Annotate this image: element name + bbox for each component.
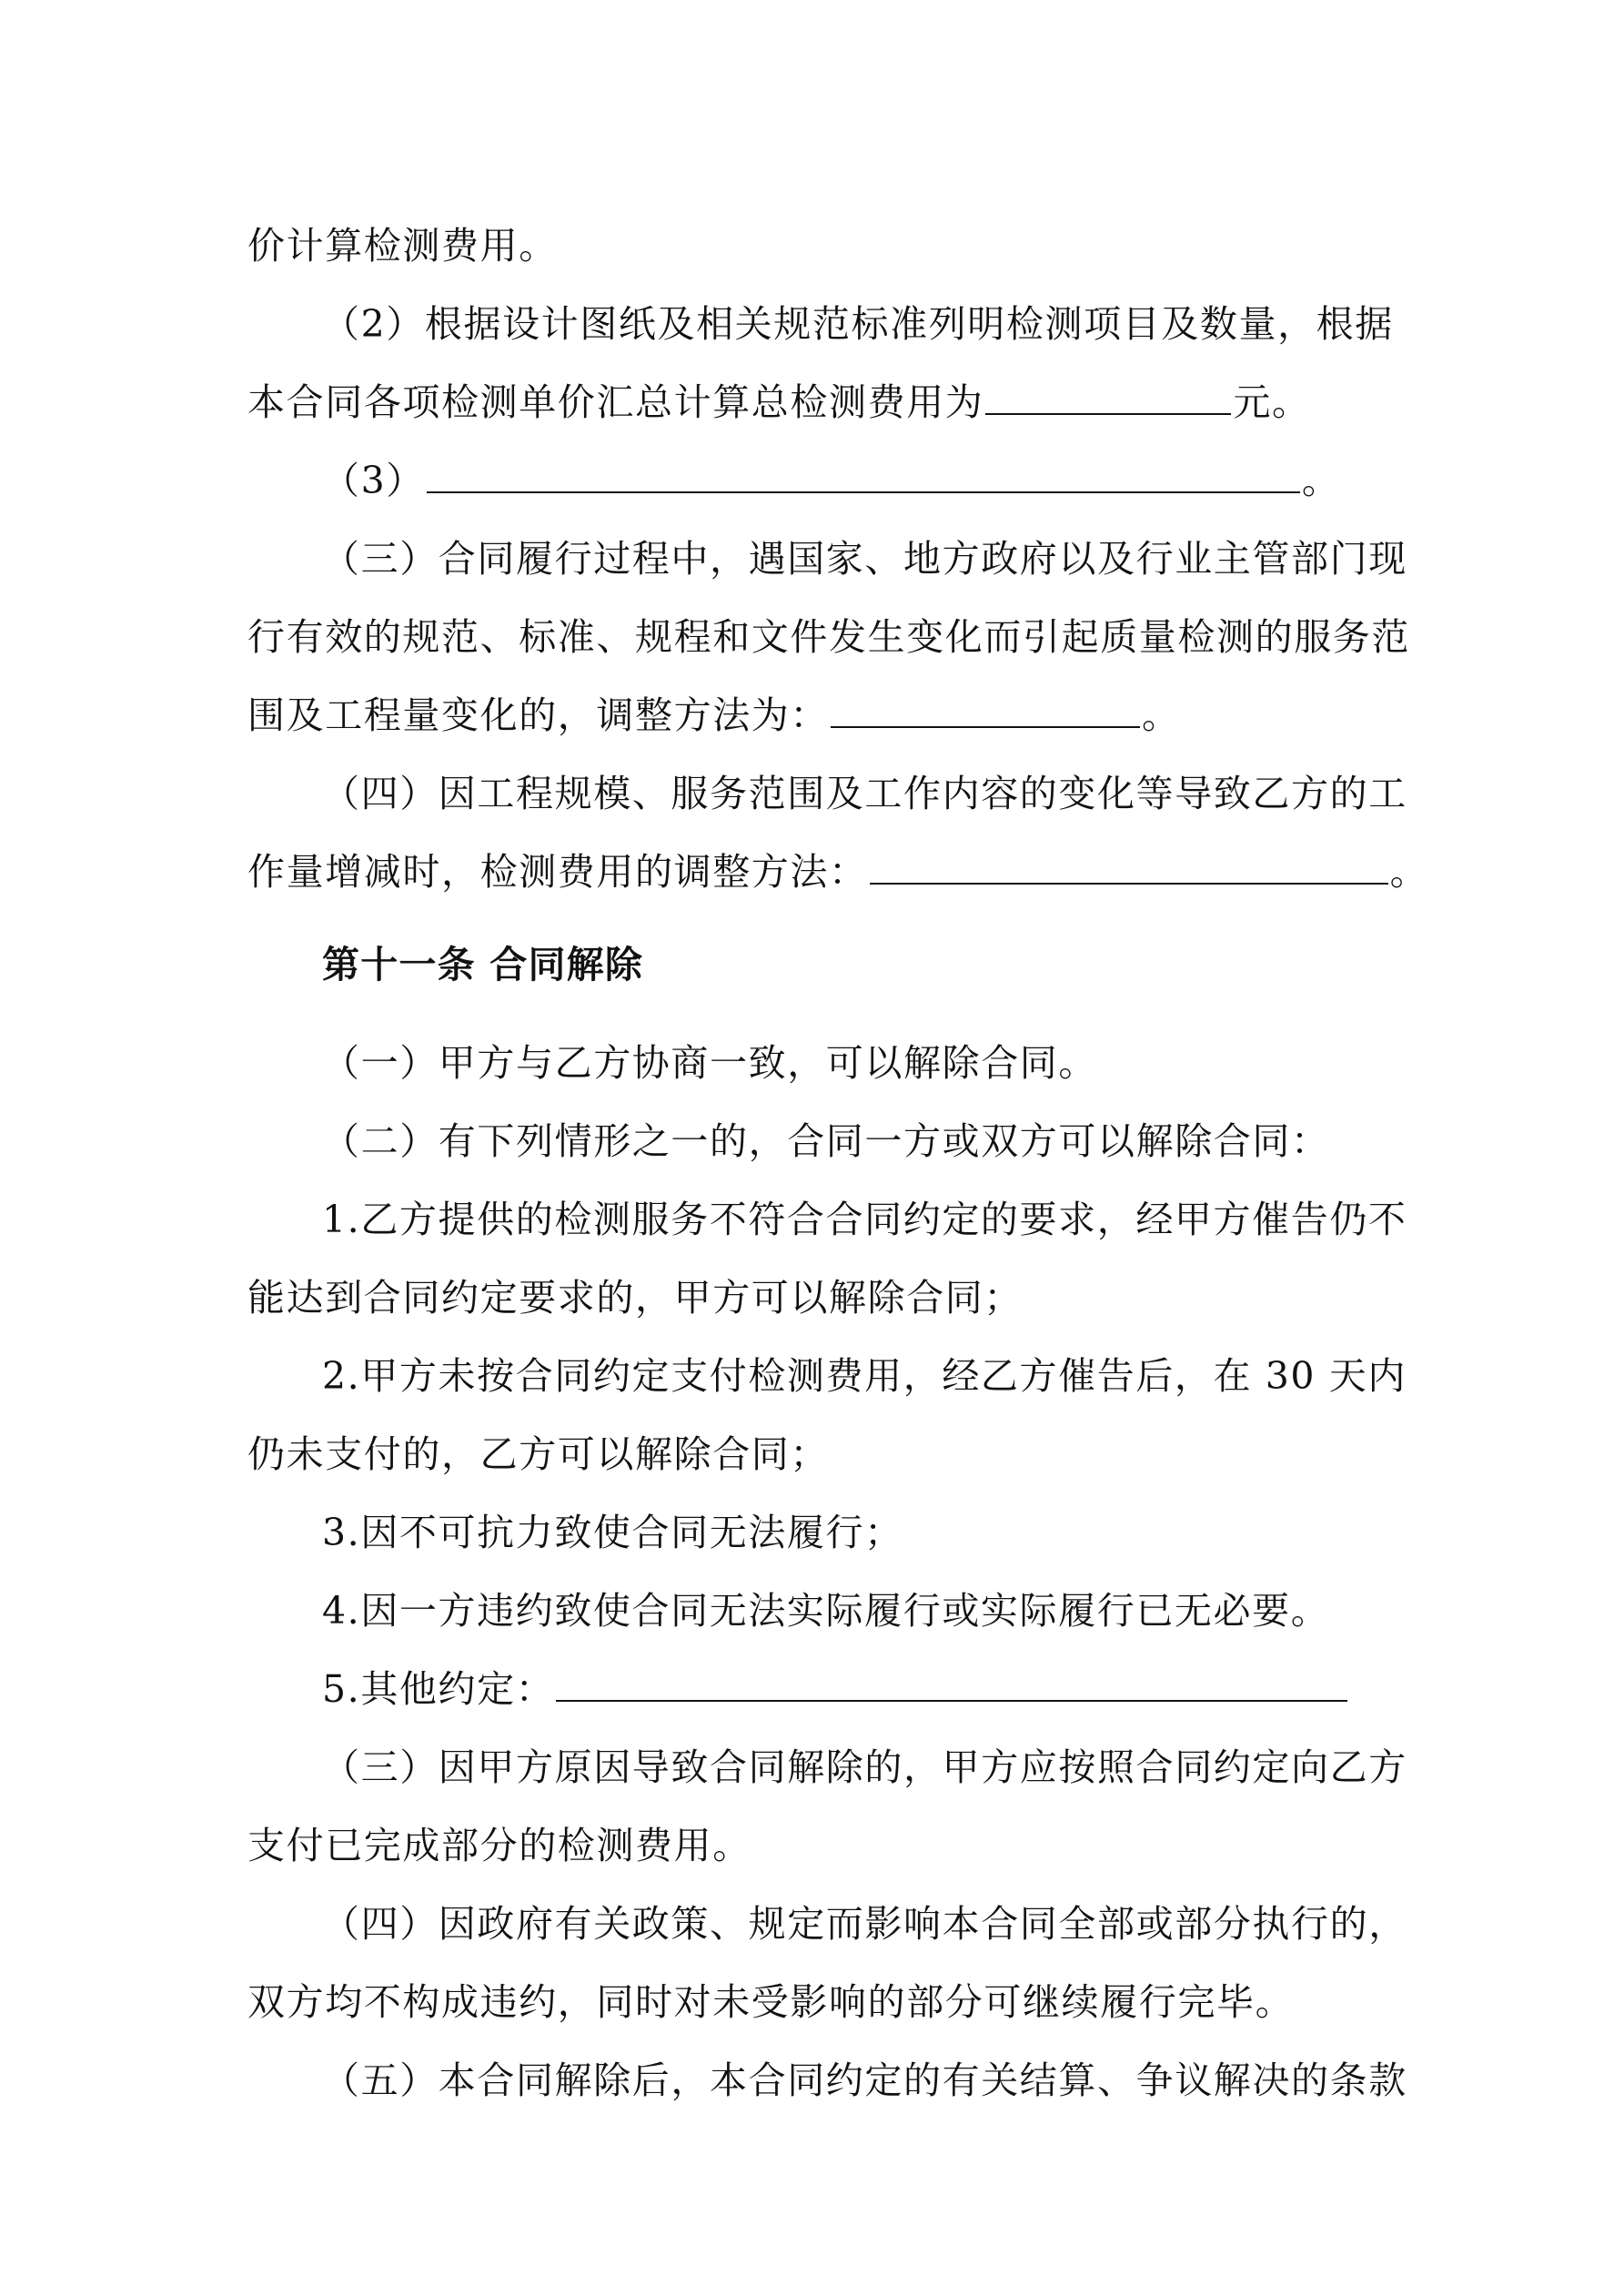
- text-line: [247, 1975, 1294, 2029]
- text-line: [247, 610, 1410, 664]
- text-line-content: （四）因政府有关政策、规定而影响本合同全部或部分执行的，: [322, 1902, 1407, 1946]
- text-line-content: 。: [1142, 693, 1181, 737]
- text-line: [247, 1270, 1023, 1325]
- text-line: [322, 1505, 903, 1560]
- text-line-content: （三）合同履行过程中，遇国家、地方政府以及行业主管部门现: [322, 537, 1407, 581]
- text-line-content: 行有效的规范、标准、规程和文件发生变化而引起质量检测的服务范: [247, 615, 1410, 659]
- text-line-content: 能达到合同约定要求的，甲方可以解除合同；: [247, 1276, 1023, 1320]
- text-line-content: （三）因甲方原因导致合同解除的，甲方应按照合同约定向乙方: [322, 1745, 1407, 1789]
- text-line: [322, 453, 1341, 508]
- text-line: [322, 1192, 1407, 1247]
- text-line: [247, 1818, 751, 1873]
- text-line: [322, 1036, 1097, 1090]
- text-line: [247, 218, 558, 273]
- text-line: [322, 1740, 1407, 1795]
- text-line-content: 4.因一方违约致使合同无法实际履行或实际履行已无必要。: [322, 1589, 1330, 1633]
- text-line: [247, 688, 1181, 743]
- text-line-content: 3.因不可抗力致使合同无法履行；: [322, 1511, 903, 1554]
- text-line-content: （二）有下列情形之一的，合同一方或双方可以解除合同：: [322, 1119, 1330, 1163]
- fill-in-blank: [985, 382, 1231, 415]
- text-line-content: 价计算检测费用。: [247, 224, 558, 268]
- text-line-content: （五）本合同解除后，本合同约定的有关结算、争议解决的条款: [322, 2058, 1407, 2102]
- text-line: [322, 766, 1407, 821]
- section-heading-text: 第十一条 合同解除: [322, 943, 644, 986]
- text-line-content: 元。: [1233, 380, 1311, 424]
- text-line: [322, 531, 1407, 586]
- text-line: [322, 1583, 1329, 1638]
- text-line-content: 2.甲方未按合同约定支付检测费用，经乙方催告后，在 30 天内: [322, 1354, 1407, 1398]
- text-line: [322, 1662, 1349, 1716]
- section-heading: [322, 937, 643, 992]
- text-line-content: 1.乙方提供的检测服务不符合合同约定的要求，经甲方催告仍不: [322, 1198, 1407, 1241]
- text-line: [322, 1114, 1330, 1168]
- text-line: [322, 2053, 1407, 2108]
- text-line-content: 支付已完成部分的检测费用。: [247, 1824, 751, 1867]
- text-line-content: 双方均不构成违约，同时对未受影响的部分可继续履行完毕。: [247, 1980, 1295, 2024]
- text-line-content: 仍未支付的，乙方可以解除合同；: [247, 1432, 829, 1476]
- text-line-content: （一）甲方与乙方协商一致，可以解除合同。: [322, 1041, 1097, 1085]
- fill-in-blank: [831, 695, 1140, 728]
- text-line: [247, 375, 1311, 430]
- fill-in-blank: [870, 852, 1388, 885]
- text-line: [322, 1349, 1407, 1403]
- text-line: [247, 1427, 829, 1482]
- text-line-content: （四）因工程规模、服务范围及工作内容的变化等导致乙方的工: [322, 772, 1407, 815]
- text-line-content: 作量增减时，检测费用的调整方法：: [247, 850, 868, 894]
- text-line: [322, 1896, 1407, 1951]
- text-line-content: （2）根据设计图纸及相关规范标准列明检测项目及数量，根据: [322, 302, 1394, 346]
- text-line-content: 。: [1301, 459, 1341, 502]
- text-line-content: 。: [1389, 850, 1429, 894]
- text-line-content: （3）: [322, 459, 425, 502]
- text-line-content: 5.其他约定：: [322, 1667, 555, 1711]
- text-line: [322, 297, 1394, 351]
- text-line-content: 本合同各项检测单价汇总计算总检测费用为: [247, 380, 984, 424]
- fill-in-blank: [427, 460, 1300, 493]
- fill-in-blank: [556, 1669, 1347, 1702]
- text-line: [247, 845, 1428, 899]
- text-line-content: 围及工程量变化的，调整方法为：: [247, 693, 829, 737]
